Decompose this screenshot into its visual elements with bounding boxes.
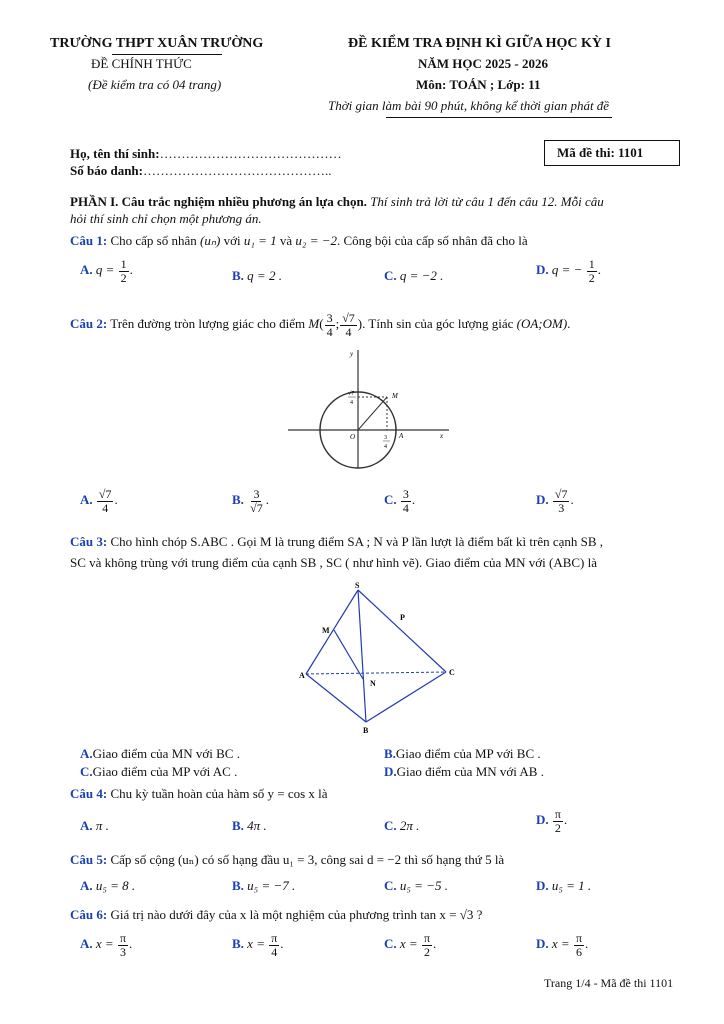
- q2-my: [340, 312, 357, 338]
- q2-d-num: √7: [554, 487, 568, 501]
- q4-a-val: π .: [95, 818, 109, 833]
- q2-my-num: √7: [342, 311, 355, 325]
- q2-a-frac: [97, 488, 114, 514]
- q6-b-den: 4: [271, 944, 278, 959]
- q4-d-frac: [553, 808, 563, 834]
- q6-b-lhs: x =: [247, 936, 265, 952]
- q1-a-lhs: q =: [95, 262, 115, 278]
- q1-d-letter: D.: [536, 262, 549, 278]
- student-name-dots: ……………………………………: [159, 146, 342, 161]
- xtick-num: 3: [384, 435, 387, 441]
- student-id-label: Số báo danh:: [70, 163, 143, 178]
- q3-line1: Cho hình chóp S.ABC . Gọi M là trung điểm SA ; N và P lần lượt là điểm bất kì trên cạnh SB ,: [110, 534, 604, 549]
- question-3-line2: SC và không trùng với trung điểm của cạnh SB , SC ( như hình vẽ). Giao điểm của MN với (ABC) là: [70, 555, 598, 570]
- q6-c-letter: C.: [384, 936, 397, 952]
- q2-option-a[interactable]: A. $\frac{√7}{4}$ .: [80, 487, 118, 515]
- q4-d-letter: D.: [536, 812, 549, 828]
- q3-d-val: Giao điểm của MN với AB .: [396, 764, 544, 779]
- q4-b-letter: B.: [232, 818, 244, 833]
- edge-ac: [306, 672, 446, 674]
- q3-option-b[interactable]: [384, 746, 541, 762]
- q2-a-num: √7: [98, 487, 112, 501]
- segment-mn: [334, 630, 363, 679]
- school-name: TRƯỜNG THPT XUÂN TRƯỜNG: [50, 36, 264, 51]
- q3-a-val: Giao điểm của MN với BC .: [92, 746, 240, 761]
- q1-c-letter: C.: [384, 268, 397, 283]
- school-underline: [112, 54, 222, 55]
- s-label: S: [355, 581, 360, 590]
- q4-text: Chu kỳ tuần hoàn của hàm số y = cos x là: [110, 786, 328, 801]
- q6-c-frac: [422, 932, 432, 958]
- q1-d-num: 1: [588, 257, 595, 271]
- edge-sc: [358, 590, 446, 672]
- q5-c-val: u₅ = −5 .: [399, 878, 448, 893]
- q2-d-den: 3: [558, 500, 565, 515]
- q2-a-letter: A.: [80, 492, 93, 508]
- q1-d-lhs: q = −: [551, 262, 583, 278]
- q5-option-c[interactable]: [384, 878, 448, 894]
- q2-c-letter: C.: [384, 492, 397, 508]
- q5-text: Cấp số cộng (uₙ) có số hạng đầu u₁ = 3, công sai d = −2 thì số hạng thứ 5 là: [110, 852, 505, 867]
- q5-d-val: u₅ = 1 .: [551, 878, 592, 893]
- c-label: C: [449, 668, 455, 677]
- q6-option-c[interactable]: C. x = $\frac{\pi}{2}$ .: [384, 931, 437, 959]
- edge-bc: [366, 672, 446, 722]
- q1-option-b[interactable]: [232, 268, 282, 284]
- q3-a-letter: A.: [80, 746, 93, 761]
- q1-seq: (uₙ): [200, 233, 221, 248]
- student-id-line: [70, 163, 331, 179]
- q6-d-den: 6: [575, 944, 582, 959]
- q3-c-letter: C.: [80, 764, 93, 779]
- q5-a-val: u₅ = 8 .: [95, 878, 136, 893]
- q2-c-den: 4: [402, 500, 409, 515]
- q1-a-frac: [119, 258, 129, 284]
- q2-option-c[interactable]: C. $\frac{3}{4}$ .: [384, 487, 416, 515]
- a-label: A: [399, 432, 404, 440]
- a-label: A: [299, 671, 305, 680]
- q1-text-b: với: [223, 233, 241, 248]
- q1-a-letter: A.: [80, 262, 93, 278]
- q3-option-d[interactable]: [384, 764, 544, 780]
- q6-a-frac: [118, 932, 128, 958]
- q1-text-a: Cho cấp số nhân: [110, 233, 197, 248]
- q3-d-letter: D.: [384, 764, 397, 779]
- b-label: B: [363, 726, 369, 735]
- question-5: [70, 852, 504, 868]
- edge-sb: [358, 590, 366, 722]
- student-name-label: Họ, tên thí sinh:: [70, 146, 160, 161]
- q3-b-val: Giao điểm của MP với BC .: [395, 746, 541, 761]
- q5-option-b[interactable]: [232, 878, 295, 894]
- q1-a-den: 2: [120, 270, 127, 285]
- official-label: ĐỀ CHÍNH THỨC: [91, 56, 192, 71]
- q2-my-den: 4: [345, 324, 352, 339]
- q5-b-val: u₅ = −7 .: [247, 878, 296, 893]
- subject: Môn: TOÁN ; Lớp: 11: [416, 77, 541, 92]
- exam-title: ĐỀ KIỂM TRA ĐỊNH KÌ GIỮA HỌC KỲ I: [348, 36, 611, 51]
- m-label: M: [392, 392, 398, 400]
- q2-c-frac: [401, 488, 411, 514]
- q5-label: Câu 5:: [70, 852, 108, 867]
- q1-text-d: . Công bội của cấp số nhân đã cho là: [337, 233, 528, 248]
- q1-d-den: 2: [588, 270, 595, 285]
- q1-option-c[interactable]: [384, 268, 443, 284]
- q4-option-c[interactable]: [384, 818, 419, 834]
- edge-ab: [306, 674, 366, 722]
- q6-c-den: 2: [423, 944, 430, 959]
- q2-b-num: 3: [253, 487, 260, 501]
- x-label: x: [440, 432, 444, 440]
- q5-c-letter: C.: [384, 878, 397, 893]
- part1-title: PHẦN I. Câu trắc nghiệm nhiều phương án lựa chọn.: [70, 194, 367, 209]
- student-name-line: [70, 146, 342, 162]
- q2-angle: (OA;OM): [516, 316, 568, 332]
- q1-d-frac: [587, 258, 597, 284]
- q1-u1: u₁ = 1: [243, 233, 277, 248]
- q4-d-num: π: [554, 807, 561, 821]
- q6-a-num: π: [119, 931, 126, 945]
- q1-b-letter: B.: [232, 268, 244, 283]
- q2-label: Câu 2:: [70, 316, 108, 332]
- q3-b-letter: B.: [384, 746, 396, 761]
- q6-b-letter: B.: [232, 936, 244, 952]
- q3-c-val: Giao điểm của MP với AC .: [92, 764, 238, 779]
- student-id-dots: ……………………………………..: [142, 163, 332, 178]
- q6-c-lhs: x =: [399, 936, 418, 952]
- q3-option-c[interactable]: [80, 764, 237, 780]
- xtick-den: 4: [384, 444, 387, 450]
- q6-d-letter: D.: [536, 936, 549, 952]
- q6-option-d[interactable]: D. x = $\frac{\pi}{6}$ .: [536, 931, 589, 959]
- q2-b-den: √7: [250, 500, 263, 515]
- page-footer: Trang 1/4 - Mã đề thi 1101: [544, 976, 674, 990]
- q4-c-letter: C.: [384, 818, 397, 833]
- q2-b-frac: [248, 488, 265, 514]
- q6-d-lhs: x =: [551, 936, 570, 952]
- question-6: [70, 907, 482, 923]
- y-label: y: [350, 350, 354, 358]
- q2-mx: [325, 312, 335, 338]
- exam-code-box: Mã đề thi: 1101: [544, 140, 680, 166]
- q6-label: Câu 6:: [70, 907, 108, 922]
- q6-a-den: 3: [119, 944, 126, 959]
- radius-om: [358, 397, 387, 430]
- q6-b-num: π: [271, 931, 278, 945]
- q3-label: Câu 3:: [70, 534, 108, 549]
- q5-option-a[interactable]: [80, 878, 135, 894]
- q4-b-val: 4π .: [247, 818, 267, 833]
- question-1: [70, 233, 528, 249]
- pages-note: (Đề kiểm tra có 04 trang): [88, 77, 222, 92]
- school-year: NĂM HỌC 2025 - 2026: [418, 56, 548, 71]
- q1-c-val: q = −2 .: [399, 268, 444, 283]
- q4-option-b[interactable]: [232, 818, 267, 834]
- pyramid-figure: [296, 580, 466, 740]
- ytick-den: 4: [350, 400, 353, 406]
- q6-option-b[interactable]: B. x = $\frac{\pi}{4}$ .: [232, 931, 284, 959]
- q6-text: Giá trị nào dưới đây của x là một nghiệm của phương trình tan x = √3 ?: [110, 907, 483, 922]
- q5-d-letter: D.: [536, 878, 549, 893]
- q4-c-val: 2π .: [399, 818, 420, 833]
- q1-option-d[interactable]: D. q = − $\frac{1}{2}$ .: [536, 257, 601, 285]
- question-4: [70, 786, 328, 802]
- q2-c-num: 3: [402, 487, 409, 501]
- time-note: Thời gian làm bài 90 phút, không kể thời gian phát đề: [328, 98, 610, 113]
- n-label: N: [370, 679, 376, 688]
- q6-d-num: π: [575, 931, 582, 945]
- q1-text-c: và: [279, 233, 293, 248]
- part1-instr1: Thí sinh trả lời từ câu 1 đến câu 12. Mỗi câu: [370, 194, 604, 209]
- m-label: M: [322, 626, 330, 635]
- question-2: Câu 2: Trên đường tròn lượng giác cho điểm M( $\frac{3}{4}$ ; $\frac{√7}{4}$ ). Tính sin của góc lượng giác (OA;OM).: [70, 311, 571, 339]
- q4-option-d[interactable]: D. $\frac{\pi}{2}$ .: [536, 807, 568, 835]
- o-label: O: [350, 433, 356, 441]
- q2-mx-den: 4: [326, 324, 333, 339]
- q4-d-den: 2: [554, 820, 561, 835]
- q2-mx-num: 3: [326, 311, 333, 325]
- q6-a-letter: A.: [80, 936, 93, 952]
- q4-option-a[interactable]: [80, 818, 109, 834]
- q1-u2: u₂ = −2: [295, 233, 337, 248]
- q2-point: M: [308, 316, 320, 332]
- trig-circle-figure: [284, 340, 454, 470]
- q6-b-frac: [269, 932, 279, 958]
- q2-d-letter: D.: [536, 492, 549, 508]
- q6-c-num: π: [423, 931, 430, 945]
- q1-b-val: q = 2 .: [247, 268, 282, 283]
- q2-option-b[interactable]: B. $\frac{3}{√7}$ .: [232, 487, 270, 515]
- part1-instr2: hỏi thí sinh chỉ chọn một phương án.: [70, 211, 262, 226]
- q2-text-a: Trên đường tròn lượng giác cho điểm: [110, 316, 306, 332]
- q3-option-a[interactable]: [80, 746, 240, 762]
- q2-d-frac: [553, 488, 570, 514]
- q4-label: Câu 4:: [70, 786, 108, 801]
- q1-option-a[interactable]: A. q = $\frac{1}{2}$ .: [80, 257, 133, 285]
- q1-label: Câu 1:: [70, 233, 108, 248]
- q6-d-frac: [574, 932, 584, 958]
- q5-b-letter: B.: [232, 878, 244, 893]
- q6-option-a[interactable]: A. x = $\frac{\pi}{3}$ .: [80, 931, 133, 959]
- q2-text-b: . Tính sin của góc lượng giác: [362, 316, 514, 332]
- q5-a-letter: A.: [80, 878, 93, 893]
- q1-a-num: 1: [120, 257, 127, 271]
- q2-option-d[interactable]: D. $\frac{√7}{3}$ .: [536, 487, 574, 515]
- q4-a-letter: A.: [80, 818, 93, 833]
- q2-b-letter: B.: [232, 492, 244, 508]
- question-3-line1: [70, 534, 603, 550]
- time-underline: [386, 117, 612, 118]
- q2-a-den: 4: [102, 500, 109, 515]
- edge-sa: [306, 590, 358, 674]
- ytick-num: √7: [348, 391, 355, 397]
- q5-option-d[interactable]: [536, 878, 591, 894]
- part1-header: [70, 194, 604, 210]
- p-label: P: [400, 613, 405, 622]
- q6-a-lhs: x =: [95, 936, 114, 952]
